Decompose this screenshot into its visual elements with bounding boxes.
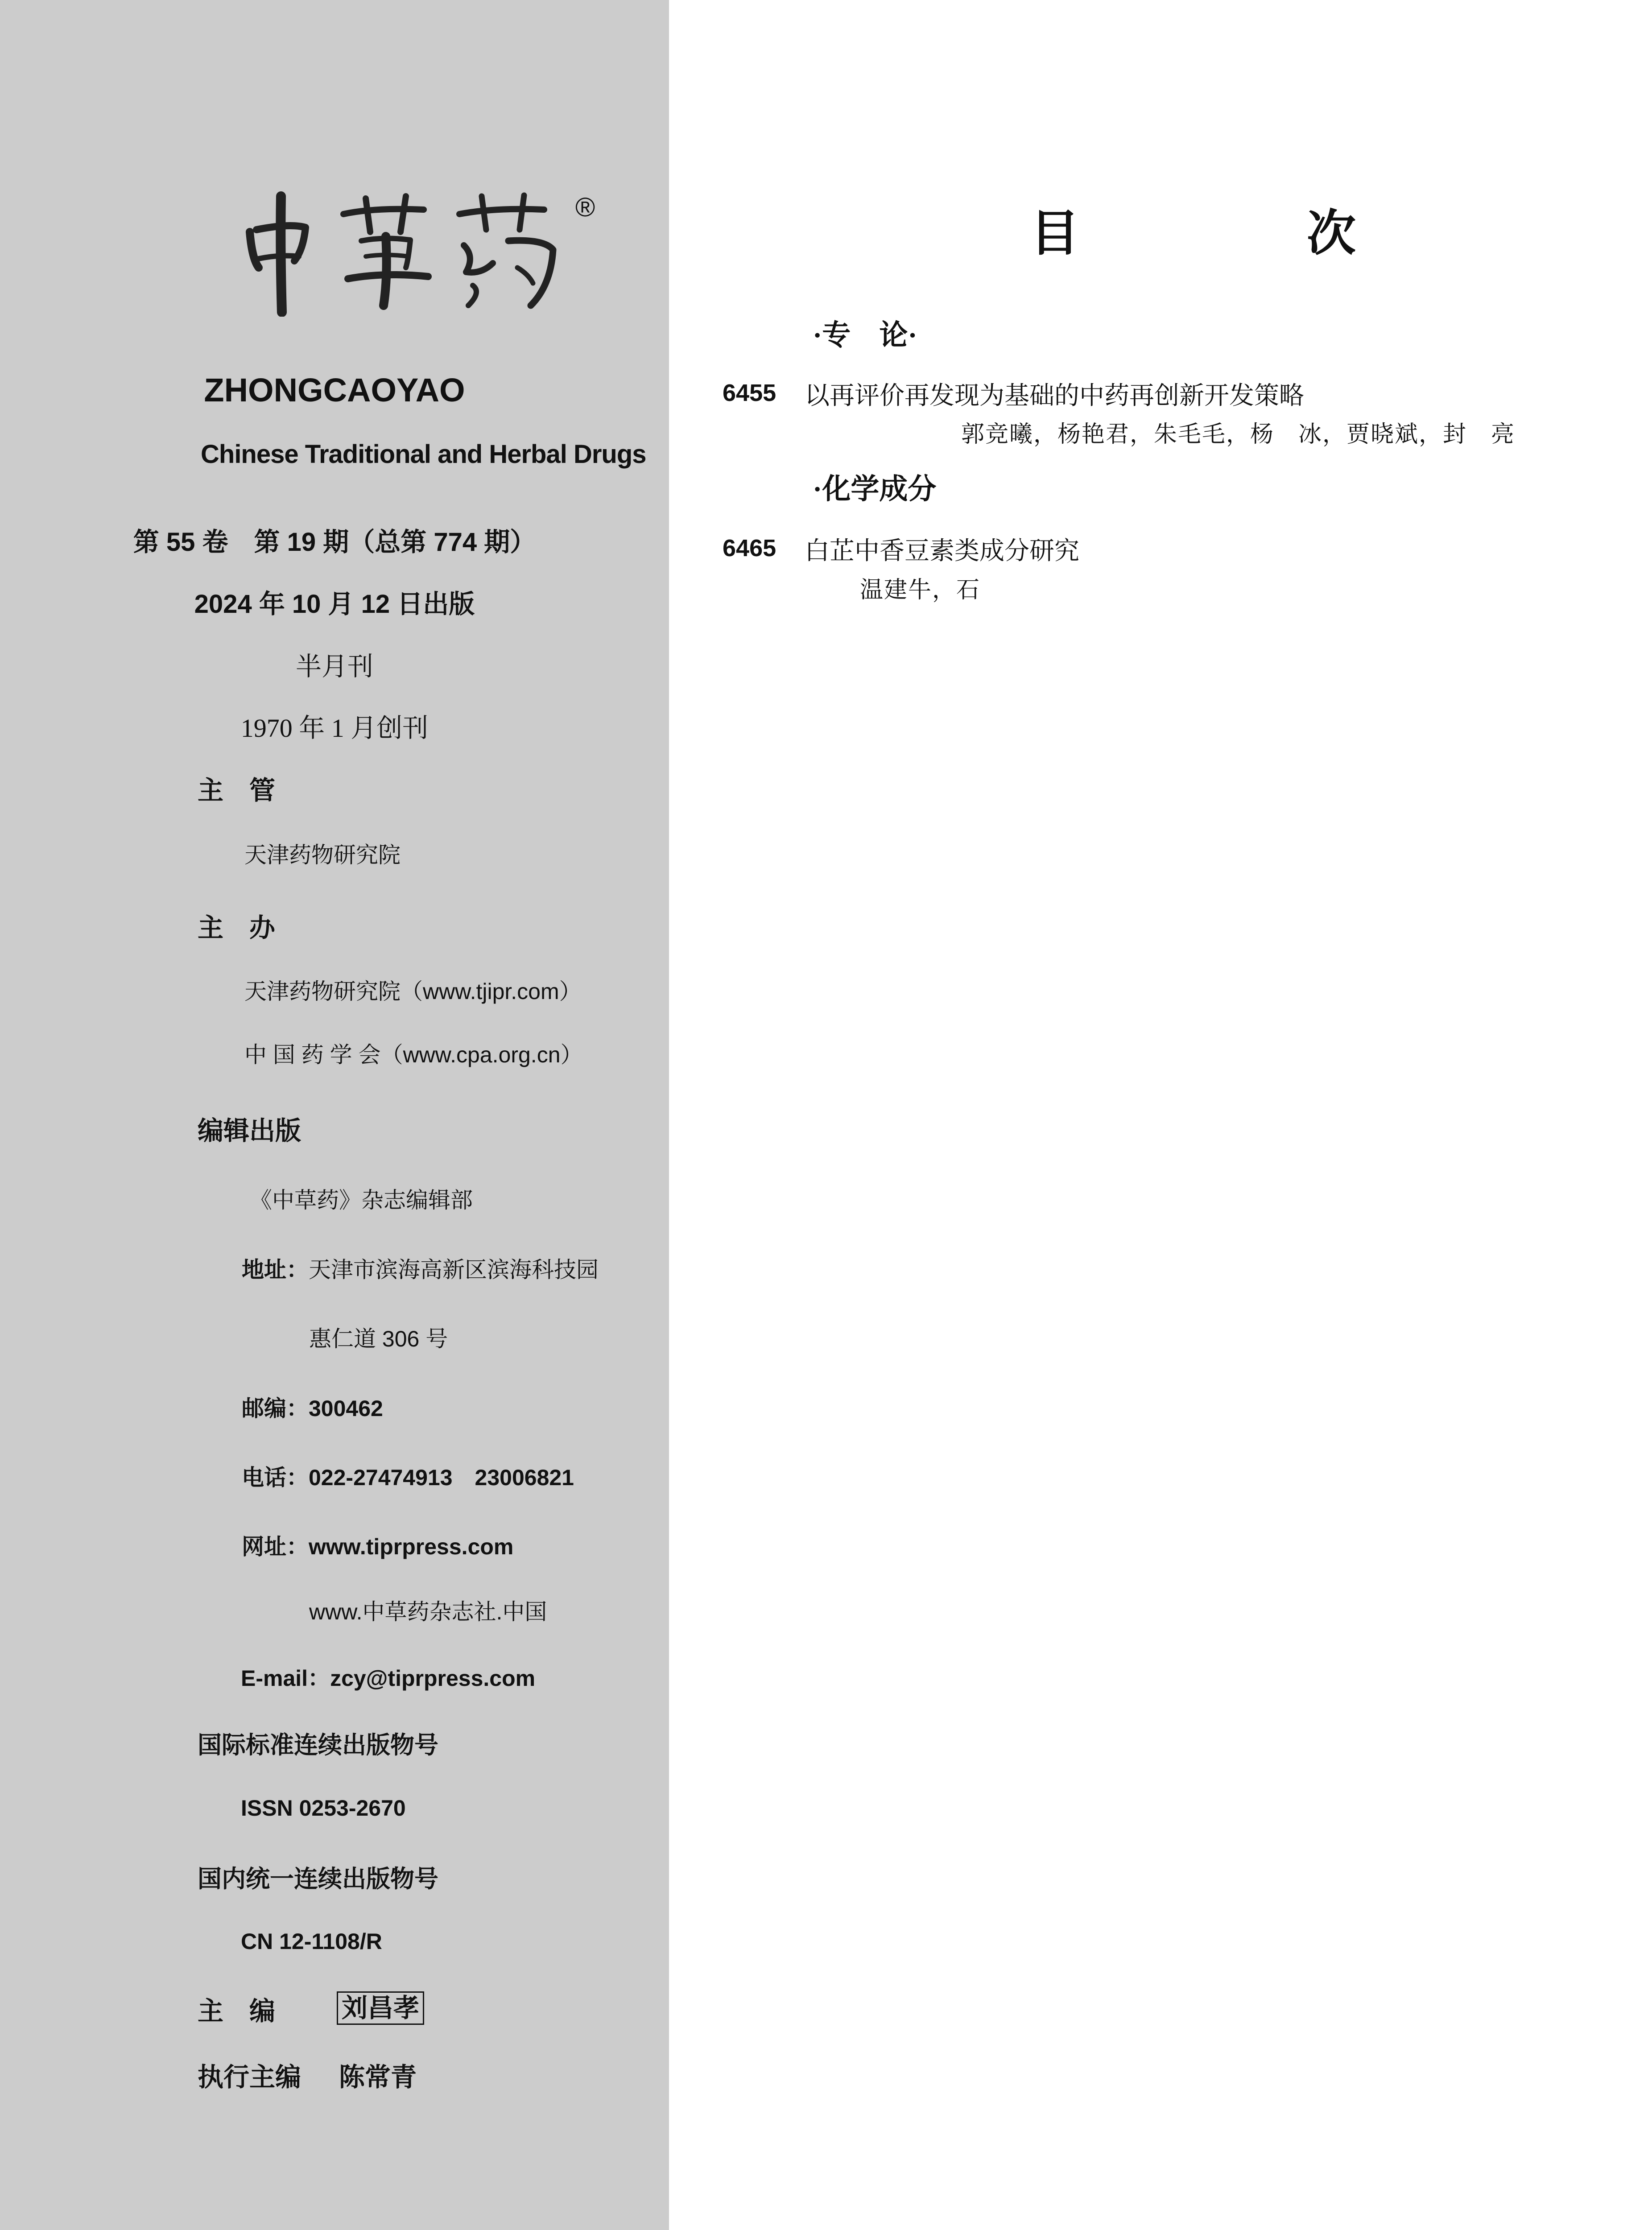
website-row: [242, 1529, 513, 1561]
sponsor-value-2: 中 国 药 学 会（www.cpa.org.cn）: [244, 1042, 583, 1067]
website-value-1[interactable]: www.tiprpress.com: [309, 1534, 514, 1559]
postcode-row: [242, 1391, 383, 1423]
toc-title: 目 次: [1030, 206, 1445, 261]
article-title[interactable]: 以再评价再发现为基础的中药再创新开发策略: [805, 382, 1304, 410]
editing-label: 编辑出版: [198, 1116, 301, 1145]
editing-value: 《中草药》杂志编辑部: [250, 1188, 473, 1213]
address-line-1: 天津市滨海高新区滨海科技园: [309, 1257, 599, 1282]
supervisor-label: 主 管: [198, 776, 276, 805]
phone-row: [242, 1460, 574, 1492]
section-heading-chemical-constituents: ·化学成分: [813, 473, 937, 505]
sidebar-panel: [0, 0, 669, 2230]
article-authors: 郭竞曦，杨艳君，朱毛毛，杨 冰，贾晓斌，封 亮: [961, 422, 1516, 447]
chief-editor-label: 主 编: [198, 1997, 276, 2026]
cn-label: 国内统一连续出版物号: [198, 1866, 438, 1892]
article-authors: 温建牛，石: [860, 578, 981, 603]
cn-value: CN 12-1108/R: [241, 1929, 382, 1954]
supervisor-value: 天津药物研究院: [244, 842, 401, 867]
issue-line: 第 55 卷 第 19 期（总第 774 期）: [133, 528, 536, 557]
email-value[interactable]: zcy@tiprpress.com: [330, 1666, 536, 1691]
article-title[interactable]: 白芷中香豆素类成分研究: [805, 537, 1079, 565]
chief-editor-row: [337, 1987, 424, 2024]
address-label: 地址：: [242, 1257, 309, 1282]
exec-editor-value: 陈常青: [339, 2063, 417, 2092]
issn-label: 国际标准连续出版物号: [198, 1732, 438, 1759]
email-label: E-mail：: [241, 1666, 330, 1691]
publication-frequency: 半月刊: [295, 652, 373, 681]
exec-editor-label: 执行主编: [198, 2063, 301, 2092]
address-line-2: 惠仁道 306 号: [309, 1326, 448, 1351]
article-page-number: 6455: [723, 380, 776, 406]
founded-date: 1970 年 1 月创刊: [240, 714, 429, 743]
address-row: [242, 1252, 599, 1284]
phone-label: 电话：: [242, 1465, 309, 1490]
sponsor-value-1: 天津药物研究院（www.tjipr.com）: [244, 979, 582, 1004]
journal-logo: [232, 183, 571, 317]
email-row: [241, 1660, 535, 1693]
journal-pinyin-title: ZHONGCAOYAO: [204, 372, 465, 409]
issn-value: ISSN 0253-2670: [241, 1796, 406, 1821]
registered-mark: ®: [575, 192, 595, 222]
chief-editor-value: 刘昌孝: [337, 1991, 424, 2025]
journal-english-title: Chinese Traditional and Herbal Drugs: [201, 440, 646, 469]
sponsor-label: 主 办: [198, 913, 276, 942]
postcode-value: 300462: [309, 1396, 383, 1421]
publish-date: 2024 年 10 月 12 日出版: [194, 590, 475, 619]
article-page-number: 6465: [723, 535, 776, 562]
phone-value: 022-27474913 23006821: [309, 1465, 574, 1490]
website-label: 网址：: [242, 1534, 309, 1559]
section-heading-special-topic: ·专 论·: [813, 319, 917, 351]
website-value-2[interactable]: www.中草药杂志社.中国: [309, 1599, 547, 1624]
postcode-label: 邮编：: [242, 1396, 309, 1421]
